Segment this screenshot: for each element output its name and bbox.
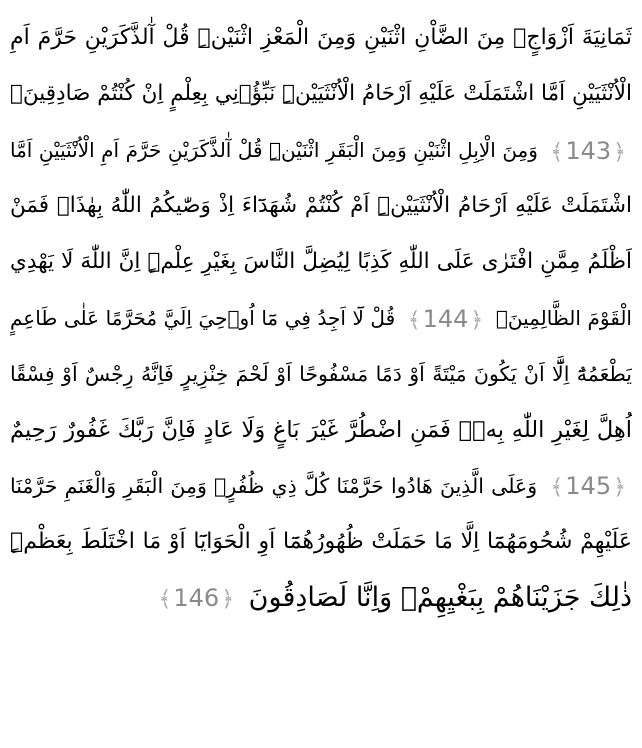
text-line: [10, 514, 632, 570]
verse-text: الْاُنْثَيَيْنِ اَمَّا اشْتَمَلَتْ عَلَيْهِ اَرْحَامُ الْاُنْثَيَيْنِۜ نَبِّؤُ۫نِي بِعِلْمٍ اِنْ كُنْتُمْ صَادِقِينَۙ: [10, 81, 632, 106]
text-line: [10, 178, 632, 234]
verse-text: وَمِنَ الْاِبِلِ اثْنَيْنِ وَمِنَ الْبَقَرِ اثْنَيْنِۜ قُلْ آٰلذَّكَرَيْنِ حَرَّمَ اَمِ الْاُنْثَيَيْنِ اَمَّا: [10, 138, 538, 162]
verse-text: اشْتَمَلَتْ عَلَيْهِ اَرْحَامُ الْاُنْثَيَيْنِۜ اَمْ كُنْتُمْ شُهَدَٓاءَ اِذْ وَصّٰيكُمُ اللّٰهُ بِهٰذَاۚ فَمَنْ: [10, 193, 632, 218]
verse-number: 144: [422, 304, 469, 333]
verse-text: يَطْعَمُهُٓ اِلَّٓا اَنْ يَكُونَ مَيْتَةً اَوْ دَمًا مَسْفُوحًا اَوْ لَحْمَ خِنْزِيرٍ فَاِنَّهُ رِجْسٌ اَوْ فِسْقًا: [10, 362, 632, 386]
text-line: [10, 402, 632, 458]
verse-number: 145: [565, 472, 612, 500]
verse-number-marker: [152, 583, 240, 615]
text-line: [10, 570, 632, 626]
verse-text: ذٰلِكَ جَزَيْنَاهُمْ بِبَغْيِهِمْۘ وَاِنَّا لَصَادِقُونَ: [248, 582, 632, 613]
text-line: [10, 290, 632, 346]
verse-number-marker: [544, 136, 632, 168]
verse-number-marker: [544, 471, 632, 503]
verse-text: الْقَوْمَ الظَّالِمِينَ۟: [495, 306, 632, 330]
verse-number: 143: [565, 136, 612, 165]
verse-text: اُهِلَّ لِغَيْرِ اللّٰهِ بِهٖۚ فَمَنِ اضْطُرَّ غَيْرَ بَاغٍ وَلَا عَادٍ فَاِنَّ رَبَّكَ غَفُورٌ رَحِيمٌ: [10, 417, 632, 443]
verse-ornament-close: ﴿: [470, 307, 484, 333]
verse-ornament-open: ﴾: [407, 307, 421, 333]
text-line: [10, 234, 632, 290]
verse-number: 146: [173, 583, 220, 612]
verse-ornament-close: ﴿: [613, 475, 626, 500]
verse-ornament-open: ﴾: [550, 139, 564, 165]
verse-text: ثَمَانِيَةَ اَزْوَاجٍۚ مِنَ الضَّاْنِ اثْنَيْنِ وَمِنَ الْمَعْزِ اثْنَيْنِۜ قُلْ آٰلذَّكَرَيْنِ حَرَّمَ اَمِ: [10, 25, 632, 50]
verse-ornament-open: ﴾: [158, 586, 172, 612]
verse-text: اَظْلَمُ مِمَّنِ افْتَرٰى عَلَى اللّٰهِ كَذِبًا لِيُضِلَّ النَّاسَ بِغَيْرِ عِلْمٍۜ اِنَّ اللّٰهَ لَا يَهْدِي: [10, 249, 632, 274]
verse-text: عَلَيْهِمْ شُحُومَهُمَٓا اِلَّا مَا حَمَلَتْ ظُهُورُهُمَٓا اَوِ الْحَوَايَٓا اَوْ مَا اخْتَلَطَ بِعَظْمٍۜ: [10, 529, 632, 554]
text-line: [10, 122, 632, 178]
text-line: [10, 66, 632, 122]
text-line: [10, 346, 632, 402]
verse-number-marker: [402, 304, 490, 336]
text-line: [10, 10, 632, 66]
verse-ornament-open: ﴾: [550, 475, 564, 500]
verse-text: قُلْ لَٓا اَجِدُ فِي مَٓا اُو۫حِيَ اِلَيَّ مُحَرَّمًا عَلٰى طَاعِمٍ: [10, 306, 396, 330]
verse-ornament-close: ﴿: [613, 139, 627, 165]
verse-text: وَعَلَى الَّذِينَ هَادُوا حَرَّمْنَا كُلَّ ذِي ظُفُرٍۚ وَمِنَ الْبَقَرِ وَالْغَنَمِ حَرَّمْنَا: [10, 474, 538, 498]
text-line: [10, 458, 632, 514]
verse-ornament-close: ﴿: [221, 586, 235, 612]
